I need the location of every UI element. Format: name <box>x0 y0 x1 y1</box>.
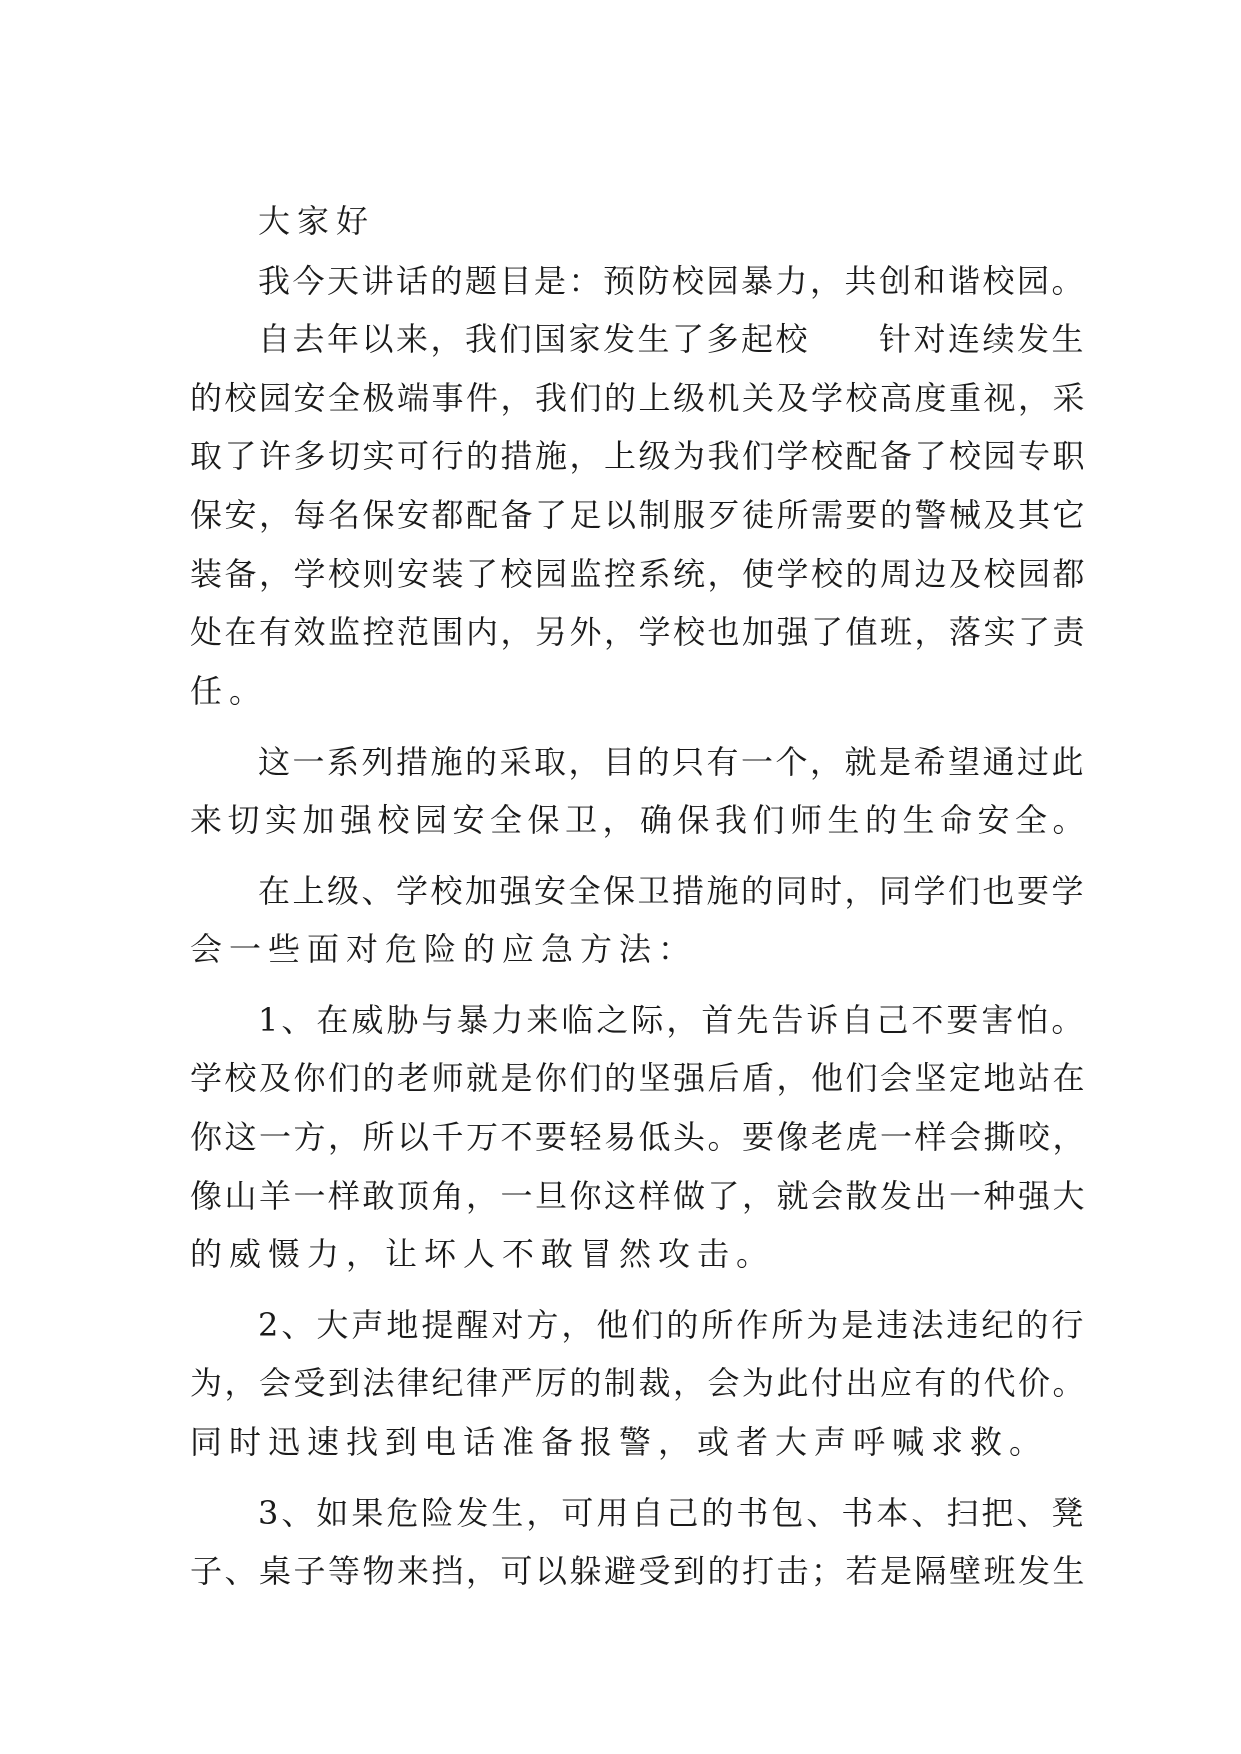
text-line: 为，会受到法律纪律严厉的制裁，会为此付出应有的代价。 <box>190 1364 1088 1402</box>
text-line: 的校园安全极端事件，我们的上级机关及学校高度重视，采 <box>190 379 1088 417</box>
text-line: 任。 <box>190 672 269 710</box>
text-line: 在上级、学校加强安全保卫措施的同时，同学们也要学 <box>258 872 1087 910</box>
text-line: 自去年以来，我们国家发生了多起校 针对连续发生 <box>258 320 1087 358</box>
text-line: 保安，每名保安都配备了足以制服歹徒所需要的警械及其它 <box>190 496 1088 534</box>
text-line: 像山羊一样敢顶角，一旦你这样做了，就会散发出一种强大 <box>190 1177 1088 1215</box>
text-line: 学校及你们的老师就是你们的坚强后盾，他们会坚定地站在 <box>190 1059 1088 1097</box>
text-line: 装备，学校则安装了校园监控系统，使学校的周边及校园都 <box>190 555 1088 593</box>
text-line: 3、如果危险发生，可用自己的书包、书本、扫把、凳 <box>258 1494 1087 1532</box>
text-line: 处在有效监控范围内，另外，学校也加强了值班，落实了责 <box>190 613 1088 651</box>
text-line: 的威慑力，让坏人不敢冒然攻击。 <box>190 1235 776 1273</box>
text-line: 这一系列措施的采取，目的只有一个，就是希望通过此 <box>258 743 1087 781</box>
text-line: 取了许多切实可行的措施，上级为我们学校配备了校园专职 <box>190 437 1088 475</box>
text-line: 2、大声地提醒对方，他们的所作所为是违法违纪的行 <box>258 1306 1087 1344</box>
text-line: 会一些面对危险的应急方法： <box>190 930 698 968</box>
text-line: 我今天讲话的题目是：预防校园暴力，共创和谐校园。 <box>258 262 1087 300</box>
greeting-line: 大家好 <box>258 202 376 240</box>
text-line: 同时迅速找到电话准备报警，或者大声呼喊求救。 <box>190 1423 1049 1461</box>
text-line: 1、在威胁与暴力来临之际，首先告诉自己不要害怕。 <box>258 1001 1087 1039</box>
text-line: 你这一方，所以千万不要轻易低头。要像老虎一样会撕咬， <box>190 1118 1088 1156</box>
text-line: 子、桌子等物来挡，可以躲避受到的打击；若是隔壁班发生 <box>190 1552 1088 1590</box>
text-line: 来切实加强校园安全保卫，确保我们师生的生命安全。 <box>190 801 1091 839</box>
